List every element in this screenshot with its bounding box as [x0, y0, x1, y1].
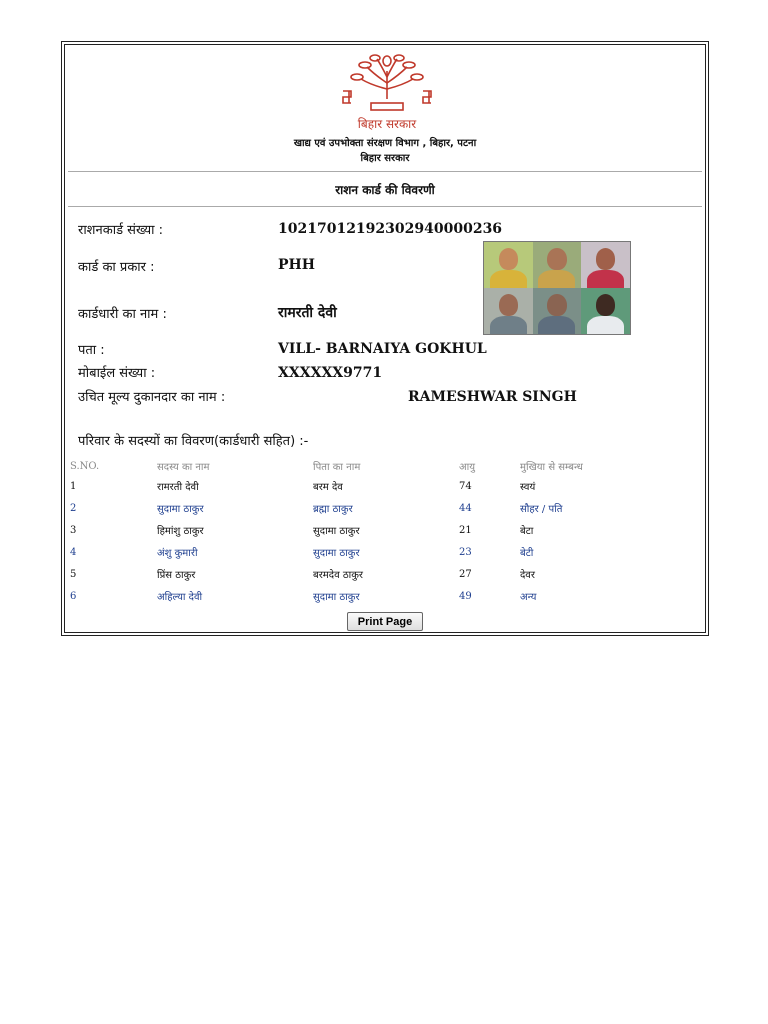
- ration-card: [61, 41, 709, 636]
- cell-father-name: सुदामा ठाकुर: [313, 548, 360, 559]
- cell-relation: अन्य: [520, 592, 537, 603]
- cell-member-name: अंशु कुमारी: [157, 548, 198, 559]
- mobile-value: XXXXXX9771: [278, 365, 383, 381]
- cell-age: 74: [459, 480, 472, 492]
- ration-card-inner: [64, 44, 706, 633]
- cell-member-name: रामरती देवी: [157, 482, 199, 493]
- table-header-row: [70, 457, 610, 475]
- card-type-value: PHH: [278, 257, 315, 273]
- cell-relation: सौहर / पति: [520, 504, 563, 515]
- member-photo: [484, 242, 533, 288]
- table-row: [70, 585, 610, 607]
- table-row: [70, 475, 610, 497]
- section-title: राशन कार्ड की विवरणी: [335, 183, 435, 197]
- member-photo: [581, 242, 630, 288]
- member-photo: [581, 288, 630, 334]
- address-label: पता :: [78, 343, 105, 358]
- divider-bottom: [68, 206, 702, 207]
- divider-top: [68, 171, 702, 172]
- cell-member-name: सुदामा ठाकुर: [157, 504, 204, 515]
- header-age: आयु: [459, 462, 476, 473]
- family-section-title: परिवार के सदस्यों का विवरण(कार्डधारी सहित) :-: [78, 434, 309, 449]
- cell-father-name: सुदामा ठाकुर: [313, 592, 360, 603]
- cell-age: 27: [459, 568, 472, 580]
- address-value: VILL- BARNAIYA GOKHUL: [278, 341, 487, 357]
- member-photo: [533, 288, 582, 334]
- cell-sno: 3: [70, 524, 77, 536]
- bihar-emblem-icon: [335, 53, 439, 133]
- member-photo: [533, 242, 582, 288]
- table-row: [70, 497, 610, 519]
- cell-age: 44: [459, 502, 472, 514]
- table-row: [70, 541, 610, 563]
- cell-sno: 4: [70, 546, 77, 558]
- dealer-value: RAMESHWAR SINGH: [408, 389, 577, 405]
- cell-relation: बेटा: [520, 526, 534, 537]
- table-row: [70, 519, 610, 541]
- cell-father-name: बरमदेव ठाकुर: [313, 570, 363, 581]
- cell-sno: 6: [70, 590, 77, 602]
- card-type-label: कार्ड का प्रकार :: [78, 260, 155, 275]
- government-name: बिहार सरकार: [360, 153, 410, 164]
- family-members-table: [70, 457, 610, 607]
- family-photos: [483, 241, 631, 335]
- cell-member-name: अहिल्या देवी: [157, 592, 203, 603]
- cell-sno: 1: [70, 480, 77, 492]
- cell-member-name: प्रिंस ठाकुर: [157, 570, 196, 581]
- mobile-label: मोबाईल संख्या :: [78, 366, 156, 381]
- dealer-label: उचित मूल्य दुकानदार का नाम :: [78, 390, 226, 405]
- table-row: [70, 563, 610, 585]
- cell-age: 21: [459, 524, 472, 536]
- cell-relation: बेटी: [520, 548, 534, 559]
- cell-father-name: ब्रह्मा ठाकुर: [313, 504, 353, 515]
- header-relation: मुखिया से सम्बन्ध: [520, 462, 583, 473]
- holder-name-label: कार्डधारी का नाम :: [78, 307, 167, 322]
- cell-age: 49: [459, 590, 472, 602]
- cell-father-name: सुदामा ठाकुर: [313, 526, 360, 537]
- header-member-name: सदस्य का नाम: [157, 462, 210, 473]
- print-page-button[interactable]: Print Page: [347, 612, 423, 631]
- card-number-value: 10217012192302940000236: [278, 221, 503, 237]
- department-name: खाद्य एवं उपभोक्ता संरक्षण विभाग , बिहार, पटना: [293, 138, 477, 149]
- header-sno: S.NO.: [70, 460, 100, 472]
- header-father-name: पिता का नाम: [313, 462, 361, 473]
- cell-sno: 5: [70, 568, 77, 580]
- cell-sno: 2: [70, 502, 77, 514]
- cell-age: 23: [459, 546, 472, 558]
- holder-name-value: रामरती देवी: [278, 305, 337, 321]
- cell-relation: स्वयं: [520, 482, 536, 493]
- cell-member-name: हिमांशु ठाकुर: [157, 526, 204, 537]
- svg-text:बिहार सरकार: बिहार सरकार: [357, 117, 417, 131]
- member-photo: [484, 288, 533, 334]
- cell-father-name: बरम देव: [313, 482, 343, 493]
- cell-relation: देवर: [520, 570, 535, 581]
- card-number-label: राशनकार्ड संख्या :: [78, 223, 163, 238]
